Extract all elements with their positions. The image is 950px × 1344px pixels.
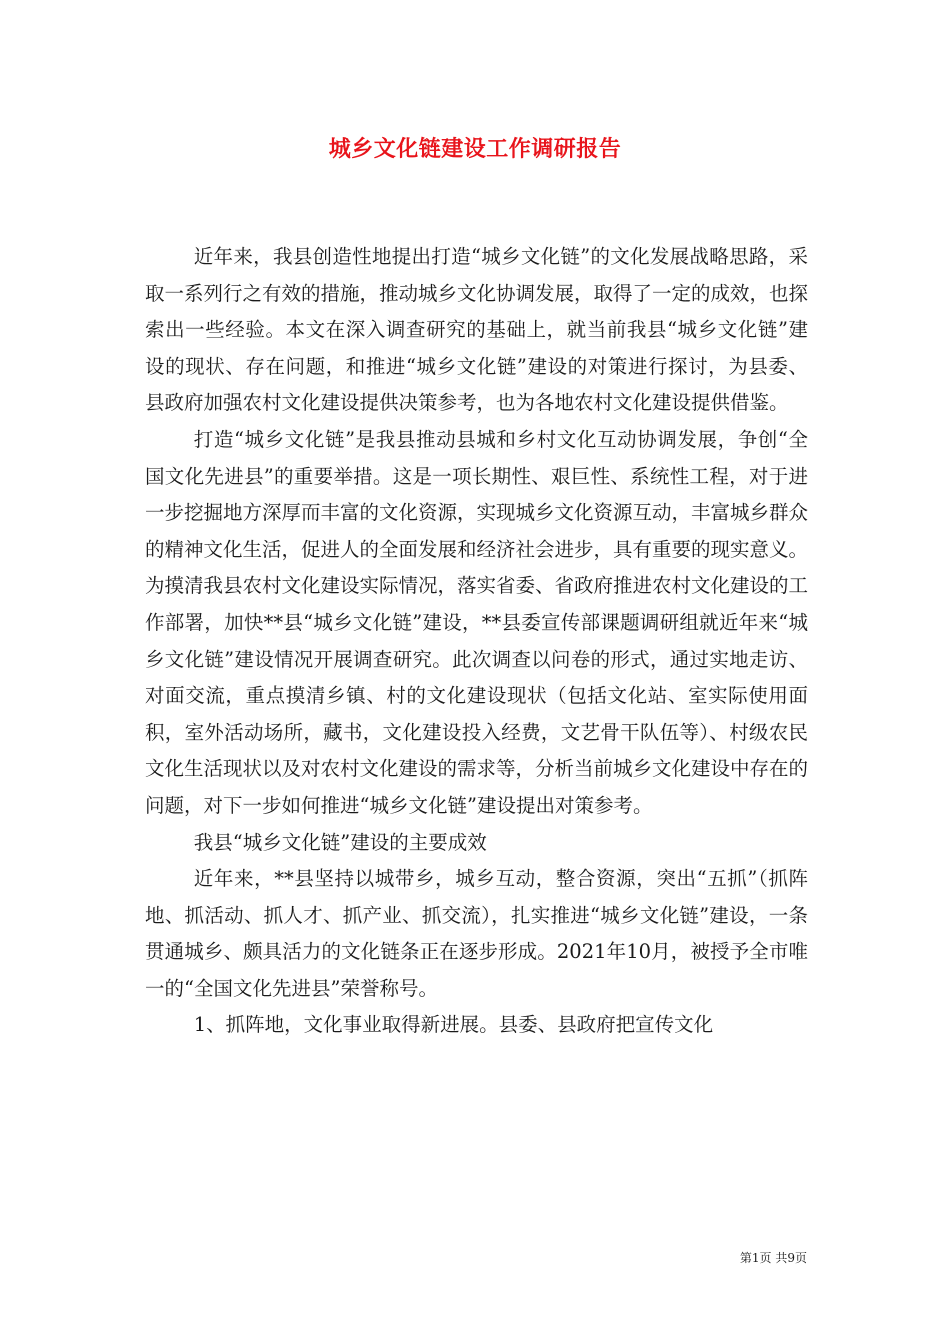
paragraph-item-1: 1、抓阵地，文化事业取得新进展。县委、县政府把宣传文化 bbox=[193, 1013, 714, 1037]
paragraph-significance: 打造“城乡文化链”是我县推动县城和乡村文化互动协调发展，争创“全国文化先进县”的重要举措。这是一项长期性、艰巨性、系统性工程，对于进一步挖掘地方深厚而丰富的文化资源，实现城乡文化资源互动，丰富城乡群众的精神文化生活，促进人的全面发展和经济社会进步，具有重要的现实意义。为摸清我县农村文化建设实际情况，落实省委、省政府推进农村文化建设的工作部署，加快**县“城乡文化链”建设，**县委宣传部课题调研组就近年来“城乡文化链”建设情况开展调查研究。此次调查以问卷的形式，通过实地走访、对面交流，重点摸清乡镇、村的文化建设现状（包括文化站、室实际使用面积，室外活动场所，藏书，文化建设投入经费，文艺骨干队伍等）、村级农民文化生活现状以及对农村文化建设的需求等，分析当前城乡文化建设中存在的问题，对下一步如何推进“城乡文化链”建设提出对策参考。 bbox=[145, 427, 809, 817]
document-title: 城乡文化链建设工作调研报告 bbox=[328, 136, 622, 162]
page-footer: 第1页 共9页 bbox=[739, 1251, 807, 1265]
document-body bbox=[145, 239, 808, 1044]
paragraph-intro: 近年来，我县创造性地提出打造“城乡文化链”的文化发展战略思路，采取一系列行之有效的措施，推动城乡文化协调发展，取得了一定的成效，也探索出一些经验。本文在深入调查研究的基础上，就当前我县“城乡文化链”建设的现状、存在问题，和推进“城乡文化链”建设的对策进行探讨，为县委、县政府加强农村文化建设提供决策参考，也为各地农村文化建设提供借鉴。 bbox=[145, 245, 809, 415]
paragraph-achievements: 近年来，**县坚持以城带乡，城乡互动，整合资源，突出“五抓”（抓阵地、抓活动、抓人才、抓产业、抓交流），扎实推进“城乡文化链”建设，一条贯通城乡、颇具活力的文化链条正在逐步形成。2021年10月，被授予全市唯一的“全国文化先进县”荣誉称号。 bbox=[145, 867, 808, 1000]
section-heading: 我县“城乡文化链”建设的主要成效 bbox=[193, 830, 487, 854]
